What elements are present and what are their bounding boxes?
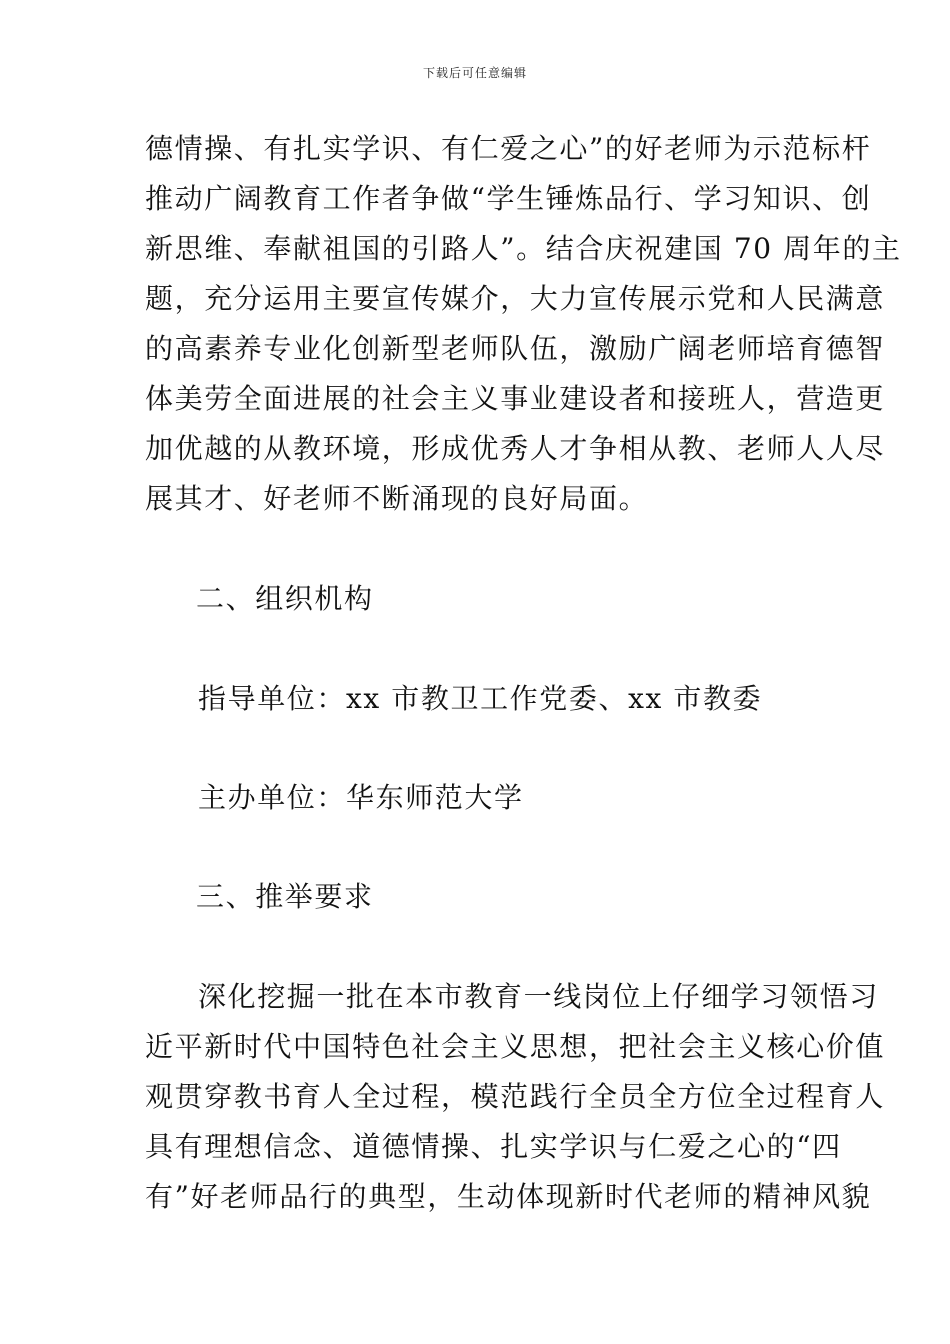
guide-unit-line: 指导单位：xx 市教卫工作党委、xx 市教委: [198, 682, 763, 715]
paragraph-line: 加优越的从教环境，形成优秀人才争相从教、老师人人尽: [145, 432, 886, 465]
section-heading-requirements: 三、推举要求: [196, 880, 374, 913]
paragraph-line: 观贯穿教书育人全过程，模范践行全员全方位全过程育人: [145, 1080, 886, 1113]
paragraph-line: 的高素养专业化创新型老师队伍，激励广阔老师培育德智: [145, 332, 886, 365]
paragraph-line: 德情操、有扎实学识、有仁爱之心”的好老师为示范标杆: [145, 132, 872, 165]
paragraph-line: 深化挖掘一批在本市教育一线岗位上仔细学习领悟习: [198, 980, 879, 1013]
host-unit-line: 主办单位：华东师范大学: [198, 781, 524, 814]
paragraph-line: 展其才、好老师不断涌现的良好局面。: [145, 482, 649, 515]
paragraph-line: 具有理想信念、道德情操、扎实学识与仁爱之心的“四: [145, 1130, 842, 1163]
paragraph-line: 有”好老师品行的典型，生动体现新时代老师的精神风貌: [145, 1180, 872, 1213]
paragraph-line: 推动广阔教育工作者争做“学生锤炼品行、学习知识、创: [145, 182, 872, 215]
paragraph-line: 近平新时代中国特色社会主义思想，把社会主义核心价值: [145, 1030, 886, 1063]
section-heading-organization: 二、组织机构: [196, 582, 374, 615]
page-header-note: 下载后可任意编辑: [422, 66, 527, 80]
paragraph-line: 新思维、奉献祖国的引路人”。结合庆祝建国 70 周年的主: [145, 232, 902, 265]
paragraph-line: 体美劳全面进展的社会主义事业建设者和接班人，营造更: [145, 382, 886, 415]
paragraph-line: 题，充分运用主要宣传媒介，大力宣传展示党和人民满意: [145, 282, 886, 315]
